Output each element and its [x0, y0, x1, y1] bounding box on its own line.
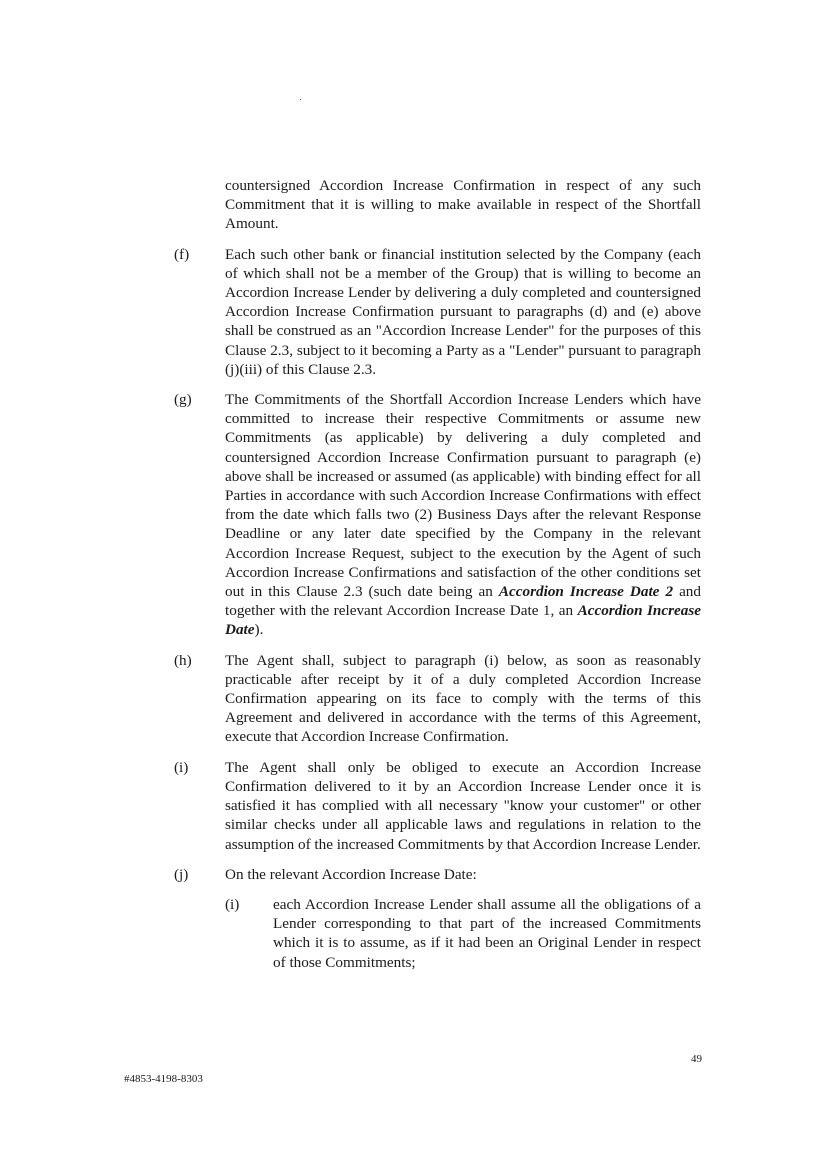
paragraph-label: (g) [174, 391, 192, 409]
text-segment: The Commitments of the Shortfall Accordion Increase Lenders which have committed to increase their respective Commitments or assume new Commitments (as applicable) by delivering a duly completed and countersigned Accordion Increase Confirmation pursuant to paragraph (e) above shall be increased or assumed (as applicable) with binding effect for all Parties in accordance with such Accordion Increase Confirmations with effect from the date which falls two (2) Business Days after the relevant Response Deadline or any later date specified by the Company in the relevant Accordion Increase Request, subject to the execution by the Agent of such Accordion Increase Confirmations and satisfaction of the other conditions set out in this Clause 2.3 (such date being an [225, 391, 701, 601]
subparagraph-text: each Accordion Increase Lender shall assume all the obligations of a Lender corresponding to that part of the increased Commitments which it is to assume, as if it had been an Original Lender in respect of those Commitments; [273, 895, 701, 971]
paragraph-label: (f) [174, 245, 190, 263]
paragraph-text: The Agent shall only be obliged to execute an Accordion Increase Confirmation delivered to it by an Accordion Increase Lender once it is satisfied it has complied with all necessary "know your customer" or other similar checks under all applicable laws and regulations in relation to the assumption of the increased Commitments by that Accordion Increase Lender. [225, 758, 701, 853]
text-segment: ). [254, 621, 264, 639]
page-number: 49 [691, 1053, 702, 1065]
defined-term: Accordion Increase Date [225, 602, 701, 639]
paragraph-label: (j) [174, 865, 189, 883]
paragraph-text: On the relevant Accordion Increase Date: [225, 865, 477, 883]
document-body [0, 176, 825, 983]
paragraph-g [174, 390, 701, 640]
paragraph-i [174, 758, 701, 854]
paragraph-label: (i) [174, 758, 189, 776]
text-segment: and together with the relevant Accordion Increase Date 1, an [225, 583, 701, 620]
subparagraph-label: (i) [225, 895, 240, 913]
paragraph-j [174, 865, 701, 884]
stray-mark [300, 99, 301, 100]
paragraph-h [174, 651, 701, 747]
paragraph-label: (h) [174, 651, 192, 669]
defined-term: Accordion Increase Date 2 [498, 583, 674, 601]
paragraph-text [225, 391, 701, 638]
paragraph-f [174, 245, 701, 379]
document-reference: #4853-4198-8303 [124, 1073, 203, 1085]
paragraph-text: The Agent shall, subject to paragraph (i) below, as soon as reasonably practicable after receipt by it of a duly completed Accordion Increase Confirmation appearing on its face to comply with the terms of this Agreement and delivered in accordance with the terms of this Agreement, execute that Accordion Increase Confirmation. [225, 651, 701, 746]
subparagraph-j-i [225, 895, 701, 972]
continuation-paragraph: countersigned Accordion Increase Confirmation in respect of any such Commitment that it is willing to make available in respect of the Shortfall Amount. [225, 177, 701, 233]
paragraph-text: Each such other bank or financial institution selected by the Company (each of which shall not be a member of the Group) that is willing to become an Accordion Increase Lender by delivering a duly completed and countersigned Accordion Increase Confirmation pursuant to paragraphs (d) and (e) above shall be construed as an "Accordion Increase Lender" for the purposes of this Clause 2.3, subject to it becoming a Party as a "Lender" pursuant to paragraph (j)(iii) of this Clause 2.3. [225, 245, 701, 378]
